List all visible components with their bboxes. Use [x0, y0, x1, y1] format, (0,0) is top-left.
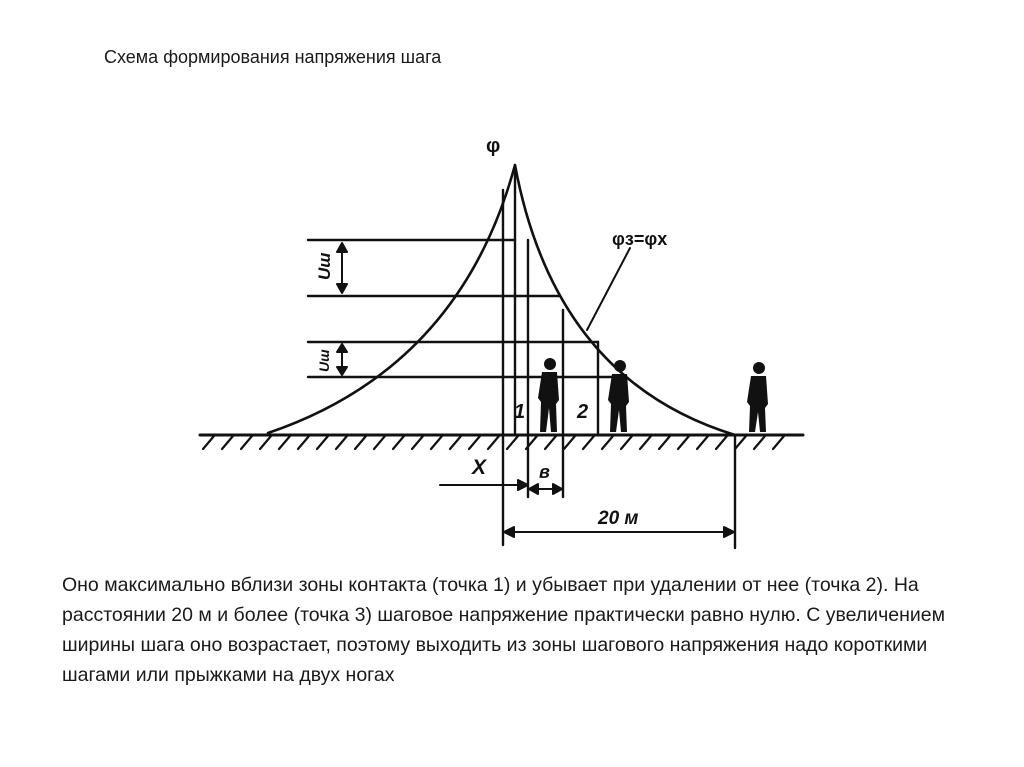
- ground-hatch: [583, 436, 594, 449]
- ground-hatch: [203, 436, 214, 449]
- person-figure-3: [747, 362, 768, 432]
- phi-label: φ: [486, 135, 501, 157]
- ground-hatch: [241, 436, 252, 449]
- ground-hatch: [488, 436, 499, 449]
- potential-curve: [268, 165, 735, 435]
- ground-hatch: [336, 436, 347, 449]
- u-dimension-upper: [337, 243, 347, 293]
- ground-hatch: [602, 436, 613, 449]
- ground-hatch: [773, 436, 784, 449]
- description-text: Оно максимально вблизи зоны контакта (точка 1) и убывает при удалении от нее (точка 2). На расстоянии 20 м и более (точка 3) шаговое напряжение практически равно нулю. С увеличением ширины шага оно возрастает, поэтому выходить из зоны шагового напряжения надо короткими шагами или прыжками на двух ногах: [62, 574, 945, 686]
- ground-line: [200, 435, 803, 449]
- step-width-dimension: [529, 484, 562, 494]
- ground-hatch: [735, 436, 746, 449]
- ground-hatch: [469, 436, 480, 449]
- distance-label: 20 м: [598, 508, 639, 529]
- step-width-label: в: [539, 462, 550, 482]
- equation-leader-line: [587, 248, 630, 330]
- ground-hatch: [222, 436, 233, 449]
- ground-hatch: [260, 436, 271, 449]
- point-1-label: 1: [514, 401, 526, 423]
- person-figure-2: [608, 360, 629, 432]
- ground-hatch: [678, 436, 689, 449]
- person-figure-1: [538, 358, 559, 432]
- x-dimension: [440, 480, 528, 490]
- u-dimension-lower: [337, 344, 347, 375]
- ground-hatch: [412, 436, 423, 449]
- potential-level-lines: [308, 240, 616, 377]
- ground-hatch: [355, 436, 366, 449]
- ground-hatch: [716, 436, 727, 449]
- x-label: X: [472, 456, 487, 479]
- ground-hatch: [431, 436, 442, 449]
- ground-hatch: [450, 436, 461, 449]
- u-lower-label: Uш: [316, 349, 332, 372]
- ground-hatch: [393, 436, 404, 449]
- phi-equation-label: φз=φх: [612, 229, 668, 249]
- ground-hatch: [640, 436, 651, 449]
- ground-hatch: [298, 436, 309, 449]
- ground-hatch: [754, 436, 765, 449]
- ground-hatch: [317, 436, 328, 449]
- u-upper-label: Uш: [315, 252, 334, 280]
- ground-hatch: [697, 436, 708, 449]
- ground-hatch: [564, 436, 575, 449]
- slide-title: Схема формирования напряжения шага: [104, 47, 442, 67]
- ground-hatch: [507, 436, 518, 449]
- ground-hatch: [659, 436, 670, 449]
- ground-hatch: [621, 436, 632, 449]
- ground-hatch: [279, 436, 290, 449]
- ground-hatch: [374, 436, 385, 449]
- point-2-label: 2: [577, 401, 589, 423]
- ground-hatch: [545, 436, 556, 449]
